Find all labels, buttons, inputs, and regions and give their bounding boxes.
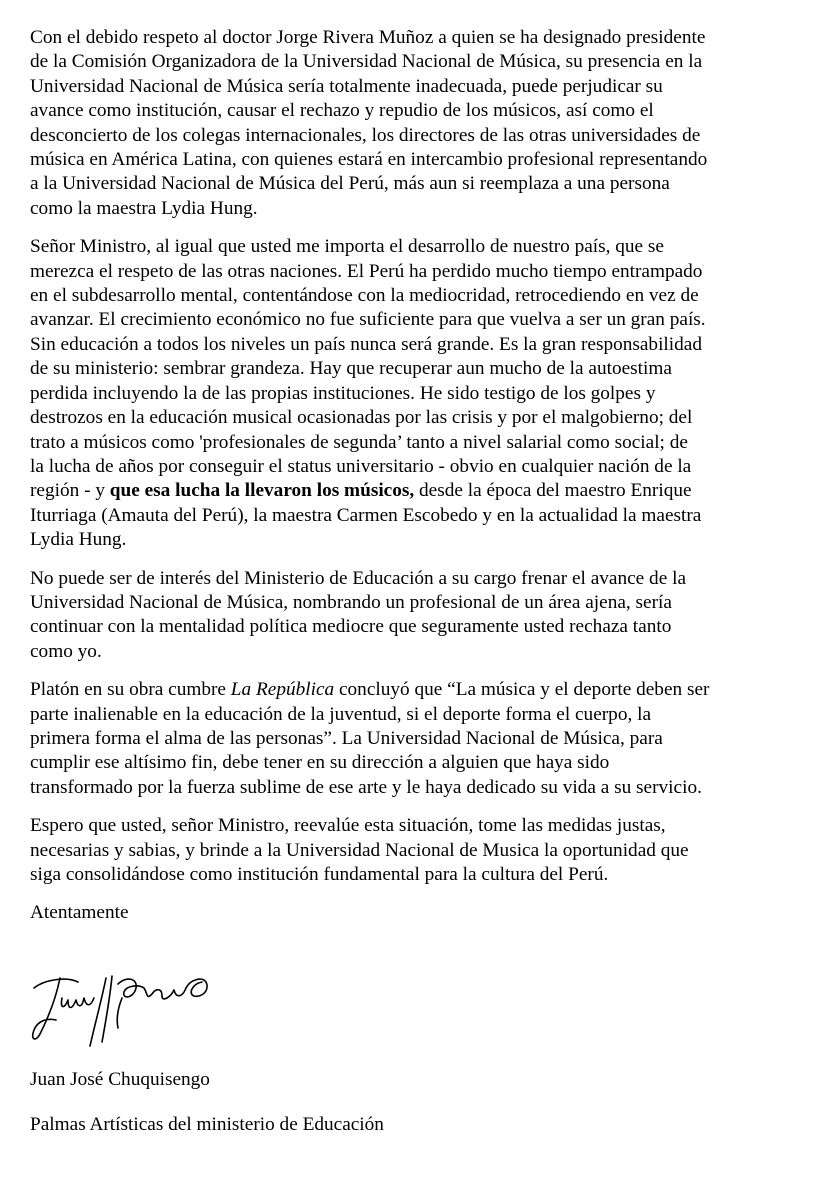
- paragraph-2-text-b: desde la época del maestro Enrique Iturriaga (Amauta del Perú), la maestra Carmen Escobedo y en la actualidad la maestra Lydia Hung.: [30, 480, 702, 551]
- letter-body: [30, 26, 810, 936]
- book-title: La República: [230, 679, 335, 701]
- paragraph-4: [30, 678, 810, 800]
- paragraph-3: No puede ser de interés del Ministerio de Educación a su cargo frenar el avance de la Universidad Nacional de Música, nombrando un profesional de un área ajena, sería continuar con la mentalidad política mediocre que seguramente usted rechaza tanto como yo.: [30, 567, 686, 662]
- signer-name: Juan José Chuquisengo: [30, 1069, 210, 1090]
- closing-salutation: Atentamente: [30, 902, 129, 924]
- handwritten-signature: [26, 958, 226, 1058]
- paragraph-2-bold-phrase: que esa lucha la llevaron los músicos,: [109, 480, 415, 502]
- paragraph-4-text-a: Platón en su obra cumbre: [30, 679, 231, 701]
- paragraph-2-text-a: Señor Ministro, al igual que usted me importa el desarrollo de nuestro país, que se merezca el respeto de las otras naciones. El Perú ha perdido mucho tiempo entrampado en el subdesarrollo mental, contentándose con la mediocridad, retrocediendo en vez de avanzar. El crecimiento económico no fue suficiente para que vuelva a ser un gran país. Sin educación a todos los niveles un país nunca será grande. Es la gran responsabilidad de su ministerio: sembrar grandeza. Hay que recuperar aun mucho de la autoestima perdida incluyendo la de las propias instituciones. He sido testigo de los golpes y destrozos en la educación musical ocasionadas por las crisis y por el malgobierno; del trato a músicos como 'profesionales de segunda’ tanto a nivel salarial como social; de la lucha de años por conseguir el status universitario - obvio en cualquier nación de la región - y: [30, 236, 706, 502]
- paragraph-5: Espero que usted, señor Ministro, reevalúe esta situación, tome las medidas justas, necesarias y sabias, y brinde a la Universidad Nacional de Musica la oportunidad que siga consolidándose como institución fundamental para la cultura del Perú.: [30, 815, 689, 885]
- paragraph-4-text-b: concluyó que “La música y el deporte deben ser parte inalienable en la educación de la juventud, si el deporte forma el cuerpo, la primera forma el alma de las personas”. La Universidad Nacional de Música, para cumplir ese altísimo fin, debe tener en su dirección a alguien que haya sido transformado por la fuerza sublime de ese arte y le haya dedicado su vida a su servicio.: [30, 679, 710, 798]
- signer-title: Palmas Artísticas del ministerio de Educación: [30, 1114, 384, 1135]
- paragraph-2: [30, 235, 810, 552]
- paragraph-1: Con el debido respeto al doctor Jorge Rivera Muñoz a quien se ha designado presidente de la Comisión Organizadora de la Universidad Nacional de Música, su presencia en la Universidad Nacional de Música sería totalmente inadecuada, puede perjudicar su avance como institución, causar el rechazo y repudio de los músicos, así como el desconcierto de los colegas internacionales, los directores de las otras universidades de música en América Latina, con quienes estará en intercambio profesional representando a la Universidad Nacional de Música del Perú, más aun si reemplaza a una persona como la maestra Lydia Hung.: [30, 27, 708, 219]
